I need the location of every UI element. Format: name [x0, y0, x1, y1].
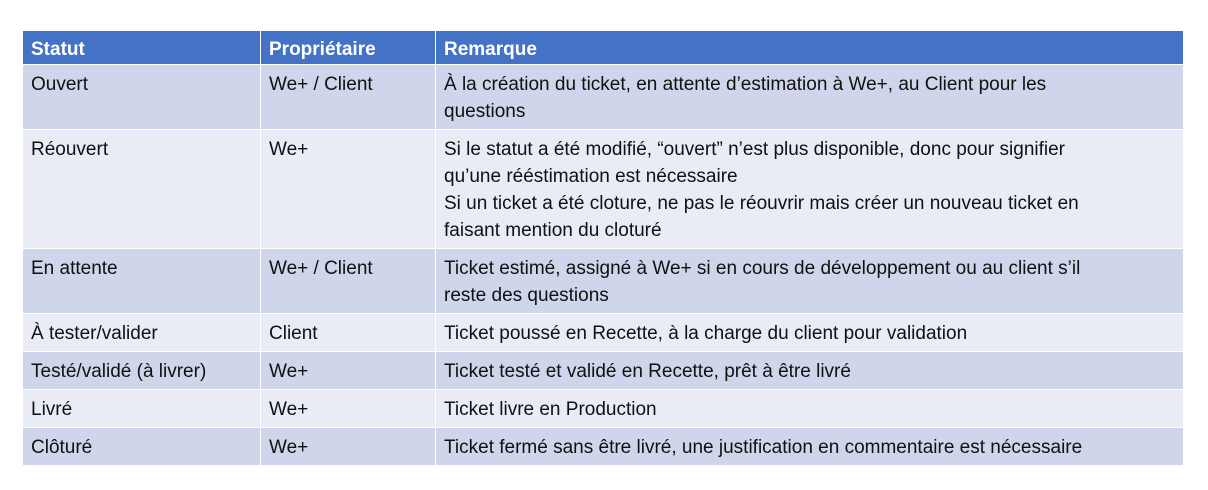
cell-remark — [436, 352, 1184, 390]
cell-remark — [436, 314, 1184, 352]
table-row — [23, 65, 1184, 130]
header-status: Statut — [23, 31, 261, 65]
table-row — [23, 352, 1184, 390]
cell-status: Réouvert — [23, 130, 261, 249]
cell-owner: We+ / Client — [261, 65, 436, 130]
status-table — [22, 30, 1184, 466]
cell-remark — [436, 390, 1184, 428]
remark-line: À la création du ticket, en attente d’estimation à We+, au Client pour les — [444, 74, 1047, 95]
header-owner: Propriétaire — [261, 31, 436, 65]
cell-status: Livré — [23, 390, 261, 428]
cell-remark — [436, 65, 1184, 130]
cell-remark — [436, 428, 1184, 466]
cell-status: Testé/validé (à livrer) — [23, 352, 261, 390]
cell-owner: We+ — [261, 352, 436, 390]
cell-owner: We+ / Client — [261, 249, 436, 314]
cell-status: Ouvert — [23, 65, 261, 130]
table-row — [23, 314, 1184, 352]
cell-owner: We+ — [261, 428, 436, 466]
table-body — [23, 65, 1184, 466]
remark-line: Ticket estimé, assigné à We+ si en cours de développement ou au client s’il — [444, 258, 1081, 279]
cell-remark — [436, 130, 1184, 249]
remark-line: qu’une rééstimation est nécessaire — [444, 166, 738, 187]
remark-line: Ticket testé et validé en Recette, prêt à être livré — [444, 361, 851, 382]
remark-line: questions — [444, 101, 526, 122]
remark-line: Si un ticket a été cloture, ne pas le réouvrir mais créer un nouveau ticket en — [444, 193, 1079, 214]
remark-line: Ticket poussé en Recette, à la charge du client pour validation — [444, 323, 968, 344]
remark-line: Si le statut a été modifié, “ouvert” n’est plus disponible, donc pour signifier — [444, 139, 1065, 160]
cell-owner: Client — [261, 314, 436, 352]
table-header — [23, 31, 1184, 65]
cell-status: En attente — [23, 249, 261, 314]
header-remark: Remarque — [436, 31, 1184, 65]
remark-line: faisant mention du cloturé — [444, 220, 662, 241]
remark-line: Ticket fermé sans être livré, une justification en commentaire est nécessaire — [444, 437, 1083, 458]
remark-line: Ticket livre en Production — [444, 399, 657, 420]
table-row — [23, 249, 1184, 314]
cell-owner: We+ — [261, 390, 436, 428]
cell-remark — [436, 249, 1184, 314]
cell-status: À tester/valider — [23, 314, 261, 352]
remark-line: reste des questions — [444, 285, 609, 306]
header-row — [23, 31, 1184, 65]
cell-owner: We+ — [261, 130, 436, 249]
table-row — [23, 428, 1184, 466]
table-row — [23, 130, 1184, 249]
table-row — [23, 390, 1184, 428]
cell-status: Clôturé — [23, 428, 261, 466]
